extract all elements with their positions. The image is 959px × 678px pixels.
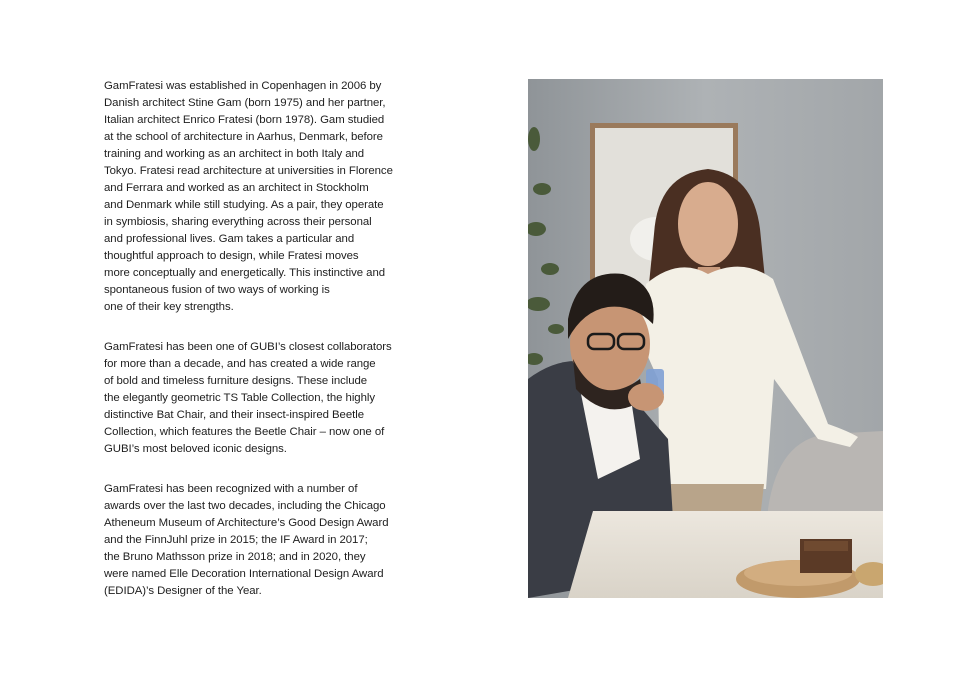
paragraph-awards: GamFratesi has been recognized with a number of awards over the last two decades, including the Chicago Atheneum Museum of Architecture’s Good Design Award and the FinnJuhl prize in 2015; the IF Award in 2017; the Bruno Mathsson prize in 2018; and in 2020, they were named Elle Decoration International Design Award (EDIDA)’s Designer of the Year. <box>104 483 389 597</box>
article-text <box>104 78 404 623</box>
portrait-illustration <box>528 79 883 598</box>
paragraph-intro: GamFratesi was established in Copenhagen in 2006 by Danish architect Stine Gam (born 1975) and her partner, Italian architect Enrico Fratesi (born 1978). Gam studied at the school of architecture in Aarhus, Denmark, before training and working as an architect in both Italy and Tokyo. Fratesi read architecture at universities in Florence and Ferrara and worked as an architect in Stockholm and Denmark while still studying. As a pair, they operate in symbiosis, sharing everything across their personal and professional lives. Gam takes a particular and thoughtful approach to design, while Fratesi moves more conceptually and energetically. This instinctive and spontaneous fusion of two ways of working is one of their key strengths. <box>104 80 393 313</box>
paragraph-gubi: GamFratesi has been one of GUBI’s closest collaborators for more than a decade, and has created a wide range of bold and timeless furniture designs. These include the elegantly geometric TS Table Collection, the highly distinctive Bat Chair, and their insect-inspired Beetle Collection, which features the Beetle Chair – now one of GUBI’s most beloved iconic designs. <box>104 341 392 455</box>
designers-photo <box>528 79 883 598</box>
